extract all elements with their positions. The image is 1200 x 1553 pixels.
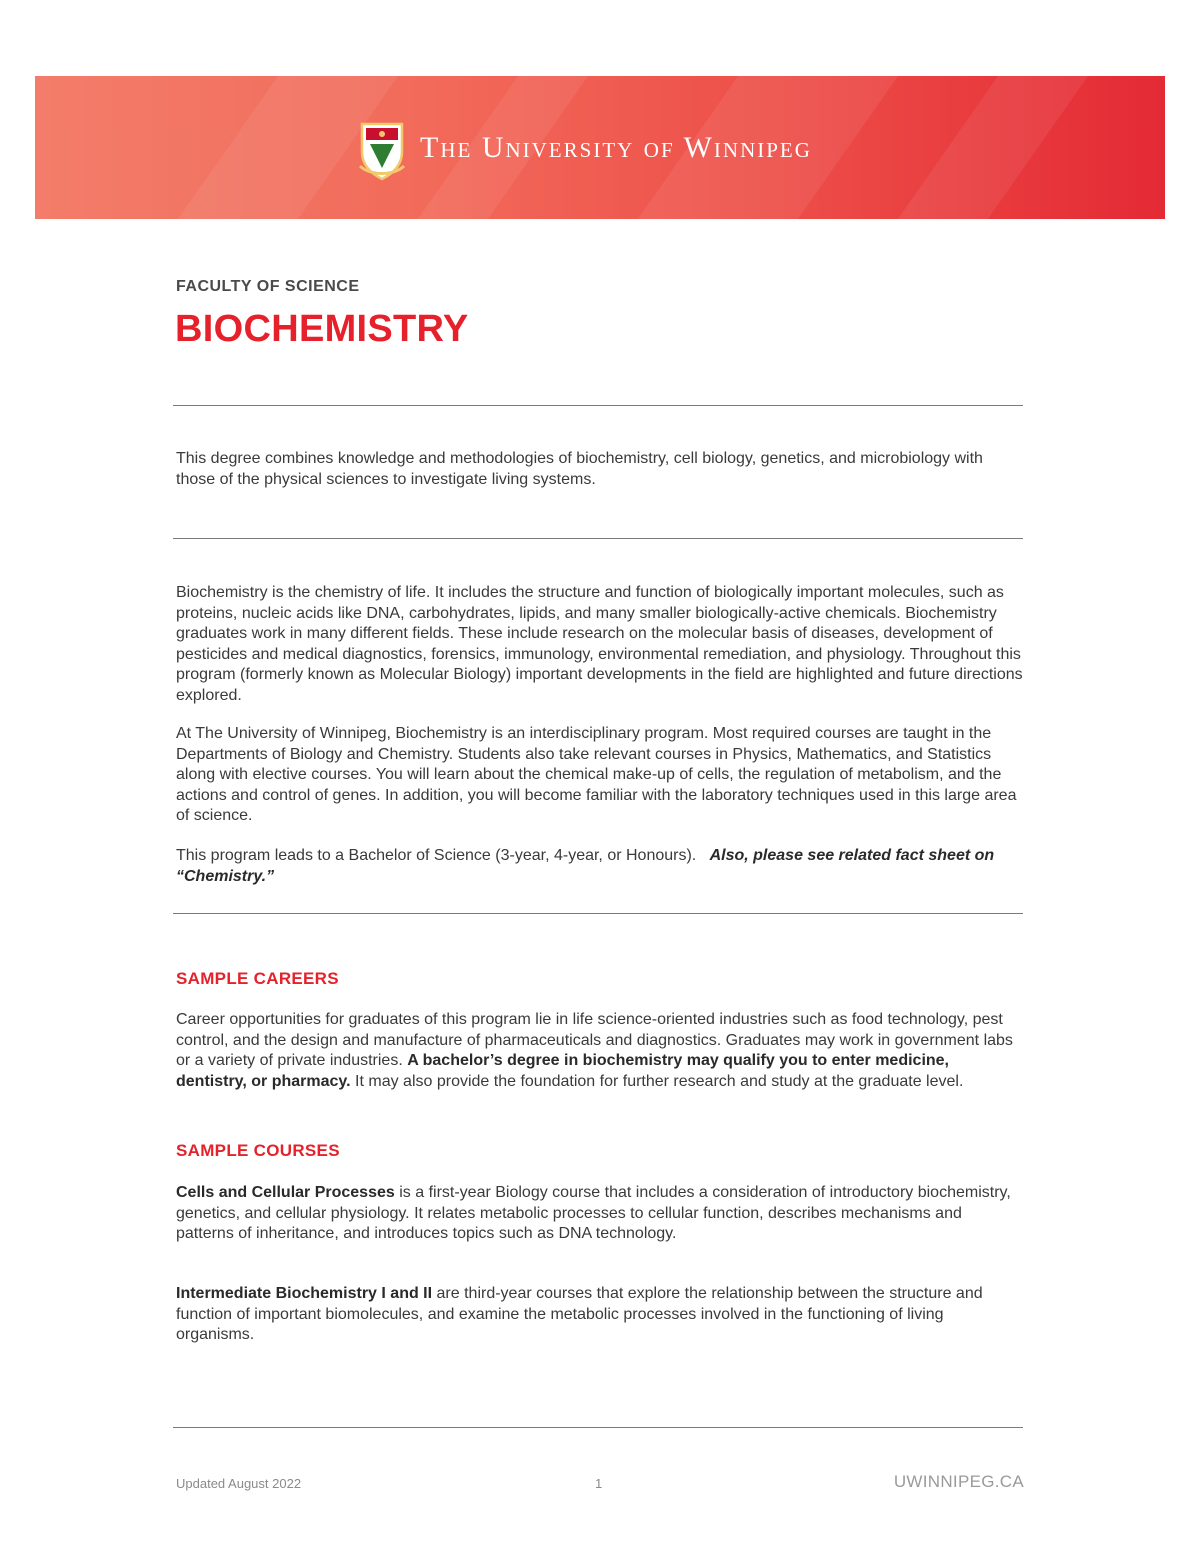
careers-highlight: A bachelor’s degree in biochemistry may qualify you to enter medicine, dentistry, or pharmacy. (176, 1052, 949, 1090)
overview-paragraph-3 (176, 846, 1016, 887)
degree-text: This program leads to a Bachelor of Science (3-year, 4-year, or Honours). (176, 847, 697, 864)
faculty-label: FACULTY OF SCIENCE (176, 278, 360, 295)
divider (173, 913, 1023, 914)
course-item (176, 1284, 1021, 1346)
university-crest-icon (356, 118, 408, 182)
courses-heading: SAMPLE COURSES (176, 1141, 340, 1160)
course-description: are third-year courses that explore the relationship between the structure and function of important biomolecules, and examine the metabolic processes involved in the functioning of living organisms. (176, 1285, 983, 1343)
website-url[interactable]: UWINNIPEG.CA (893, 1472, 1024, 1491)
overview-paragraph-1: Biochemistry is the chemistry of life. It includes the structure and function of biologically important molecules, such as proteins, nucleic acids like DNA, carbohydrates, lipids, and many smaller biologically-active chemicals. Biochemistry graduates work in many different fields. These include research on the molecular basis of diseases, development of pesticides and medical diagnostics, forensics, immunology, environmental remediation, and physiology. Throughout this program (formerly known as Molecular Biology) important developments in the field are highlighted and future directions explored. (176, 584, 1023, 704)
course-item (176, 1183, 1021, 1245)
updated-date: Updated August 2022 (176, 1476, 302, 1491)
divider (173, 405, 1023, 406)
overview-paragraph-2: At The University of Winnipeg, Biochemistry is an interdisciplinary program. Most required courses are taught in the Departments of Biology and Chemistry. Students also take relevant courses in Physics, Mathematics, and Statistics along with elective courses. You will learn about the chemical make-up of cells, the regulation of metabolism, and the actions and control of genes. In addition, you will become familiar with the laboratory techniques used in this large area of science. (176, 725, 1017, 824)
careers-heading: SAMPLE CAREERS (176, 969, 339, 988)
footer-divider (173, 1427, 1023, 1428)
course-description: is a first-year Biology course that includes a consideration of introductory biochemistry, genetics, and cellular physiology. It relates metabolic processes to cellular function, describes mechanisms and patterns of inheritance, and introduces topics such as DNA technology. (176, 1184, 1011, 1242)
page-title: BIOCHEMISTRY (175, 308, 469, 350)
careers-text: Career opportunities for graduates of this program lie in life science-oriented industries such as food technology, pest control, and the design and manufacture of pharmaceuticals and diagnostics. Graduates may work in government labs or a variety of private industries. (176, 1011, 1013, 1069)
course-name: Intermediate Biochemistry I and II (176, 1285, 433, 1302)
careers-paragraph (176, 1010, 1021, 1092)
careers-text-end: It may also provide the foundation for further research and study at the graduate level. (355, 1072, 964, 1090)
course-name: Cells and Cellular Processes (176, 1184, 395, 1201)
page-number: 1 (595, 1476, 603, 1491)
intro-paragraph: This degree combines knowledge and methodologies of biochemistry, cell biology, genetics, and microbiology with those of the physical sciences to investigate living systems. (176, 450, 983, 488)
divider (173, 538, 1023, 539)
university-name: The University of Winnipeg (420, 131, 812, 164)
related-fact-sheet-note: Also, please see related fact sheet on “Chemistry.” (176, 847, 995, 885)
